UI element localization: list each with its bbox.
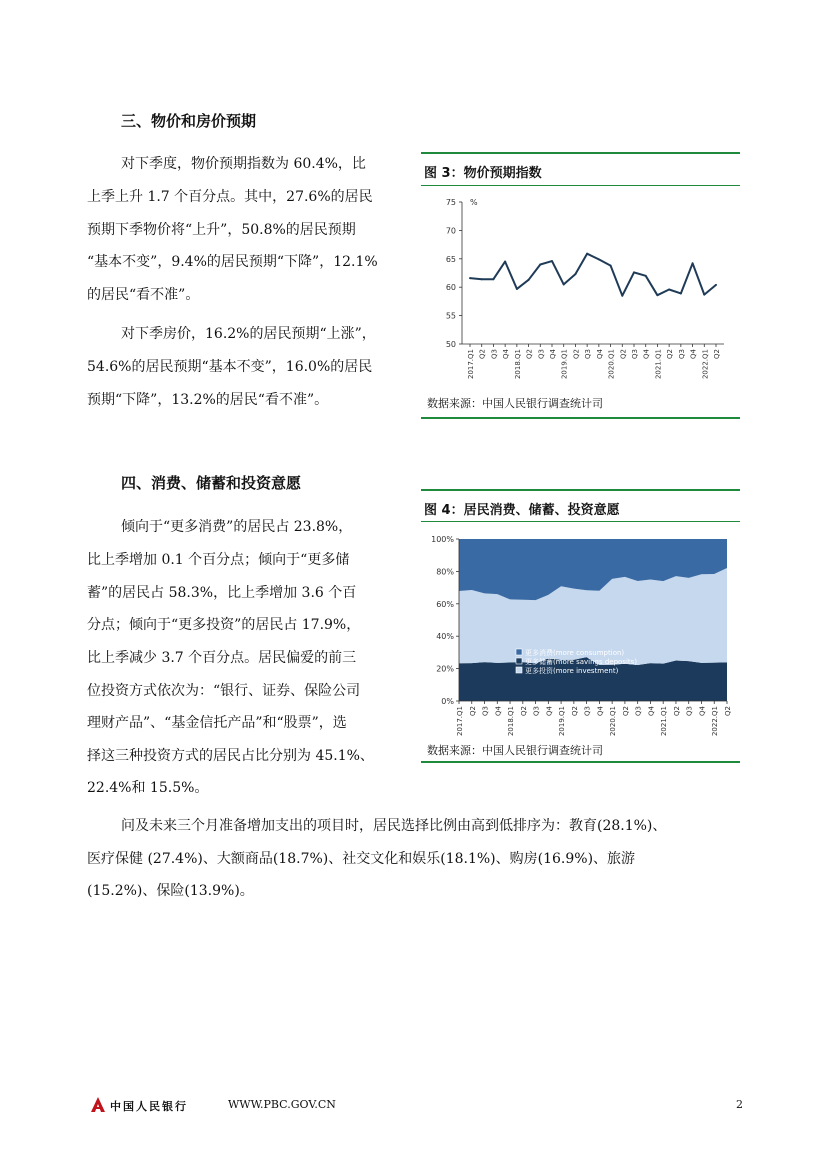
data-point xyxy=(516,288,518,290)
figure-4 xyxy=(421,489,740,763)
y-tick-label: 80% xyxy=(436,567,454,577)
x-tick-label: 2019.Q1 xyxy=(560,349,569,380)
data-point xyxy=(539,263,541,265)
text-line: (15.2%)、保险(13.9%)。 xyxy=(87,883,254,899)
text-line: 上季上升 1.7 个百分点。其中，27.6%的居民 xyxy=(87,189,373,205)
legend-label: 更多储蓄(more savings deposits) xyxy=(525,658,638,666)
figure-4-divider xyxy=(421,521,740,522)
x-tick-label: Q3 xyxy=(481,706,490,716)
x-tick-label: 2022.Q1 xyxy=(711,706,720,737)
text-line: 的居民“看不准”。 xyxy=(87,287,200,303)
text-line: 医疗保健 (27.4%)、大额商品(18.7%)、社交文化和娱乐(18.1%)、购房(16.9%)、旅游 xyxy=(87,851,636,867)
section-heading-consumption-savings-investment: 四、消费、储蓄和投资意愿 xyxy=(121,474,302,492)
text-line: 对下季度，物价预期指数为 60.4%，比 xyxy=(121,156,366,172)
y-tick-label: 20% xyxy=(436,664,454,674)
x-tick-label: 2018.Q1 xyxy=(513,349,522,380)
data-point xyxy=(469,277,471,279)
footer-website-link[interactable]: WWW.PBC.GOV.CN xyxy=(228,1098,336,1111)
x-tick-label: 2019.Q1 xyxy=(558,706,567,737)
figure-4-source: 数据来源：中国人民银行调查统计司 xyxy=(427,744,603,757)
figure-3-title: 图 3：物价预期指数 xyxy=(424,166,542,181)
y-tick-label: 50 xyxy=(445,340,456,349)
x-tick-label: Q2 xyxy=(713,349,721,359)
data-point xyxy=(656,294,658,296)
text-line: 问及未来三个月准备增加支出的项目时，居民选择比例由高到低排序为：教育(28.1%)、 xyxy=(121,818,667,834)
text-line: 蓄”的居民占 58.3%，比上季增加 3.6 个百 xyxy=(87,585,357,601)
text-line: 对下季房价，16.2%的居民预期“上涨”， xyxy=(121,326,376,342)
data-point xyxy=(621,295,623,297)
price-expectation-chart xyxy=(421,188,740,388)
text-line: 22.4%和 15.5%。 xyxy=(87,780,209,796)
data-point xyxy=(680,292,682,294)
data-point xyxy=(633,271,635,273)
x-tick-label: Q4 xyxy=(545,706,554,716)
x-tick-label: Q4 xyxy=(494,706,503,716)
x-tick-label: Q3 xyxy=(584,349,593,359)
figure-3 xyxy=(421,152,740,419)
data-point xyxy=(504,261,506,263)
x-tick-label: Q2 xyxy=(619,349,628,359)
section-heading-price-expectation: 三、物价和房价预期 xyxy=(121,112,257,130)
legend-swatch xyxy=(516,649,522,655)
x-tick-label: 2018.Q1 xyxy=(507,706,516,737)
data-point xyxy=(703,294,705,296)
legend-swatch xyxy=(516,667,522,673)
x-tick-label: 2021.Q1 xyxy=(654,349,663,380)
x-tick-label: Q4 xyxy=(698,706,707,716)
text-line: 择这三种投资方式的居民占比分别为 45.1%、 xyxy=(87,748,374,764)
x-tick-label: Q4 xyxy=(689,349,698,359)
data-point xyxy=(610,265,612,267)
x-tick-label: Q3 xyxy=(583,706,592,716)
x-tick-label: Q2 xyxy=(672,706,681,716)
pbc-logo-icon xyxy=(88,1095,108,1115)
data-point xyxy=(715,284,717,286)
x-tick-label: 2022.Q1 xyxy=(701,349,710,380)
x-tick-label: Q4 xyxy=(502,349,511,359)
text-line: 预期下季物价将“上升”，50.8%的居民预期 xyxy=(87,222,356,238)
x-tick-label: Q3 xyxy=(634,706,643,716)
x-tick-label: Q2 xyxy=(519,706,528,716)
x-tick-label: Q3 xyxy=(532,706,541,716)
x-tick-label: Q4 xyxy=(647,706,656,716)
x-tick-label: Q3 xyxy=(631,349,639,359)
x-tick-label: 2017.Q1 xyxy=(467,349,475,380)
text-line: 预期“下降”，13.2%的居民“看不准”。 xyxy=(87,392,329,408)
consumption-savings-investment-chart xyxy=(421,525,740,739)
x-tick-label: Q2 xyxy=(478,349,487,359)
figure-3-divider xyxy=(421,185,740,186)
x-tick-label: Q2 xyxy=(724,706,732,716)
data-point xyxy=(598,258,600,260)
y-tick-label: 60 xyxy=(445,283,456,293)
data-point xyxy=(481,278,483,280)
text-line: 位投资方式依次为：“银行、证券、保险公司 xyxy=(87,683,361,699)
text-line: 比上季增加 0.1 个百分点；倾向于“更多储 xyxy=(87,552,350,568)
data-point xyxy=(574,273,576,275)
text-line: 54.6%的居民预期“基本不变”，16.0%的居民 xyxy=(87,359,373,375)
data-point xyxy=(528,279,530,281)
text-line: 理财产品”、“基金信托产品”和“股票”，选 xyxy=(87,715,347,731)
x-tick-label: 2020.Q1 xyxy=(607,349,616,380)
text-line: 倾向于“更多消费”的居民占 23.8%， xyxy=(121,519,353,535)
data-point xyxy=(586,253,588,255)
y-tick-label: 100% xyxy=(431,535,454,544)
legend-label: 更多投资(more investment) xyxy=(525,667,619,675)
legend-label: 更多消费(more consumption) xyxy=(525,649,625,657)
x-tick-label: Q4 xyxy=(596,706,605,716)
y-tick-label: 55 xyxy=(445,311,456,321)
figure-4-title: 图 4：居民消费、储蓄、投资意愿 xyxy=(424,503,620,518)
x-tick-label: Q2 xyxy=(572,349,581,359)
y-tick-label: 0% xyxy=(441,697,454,706)
footer-bank-name: 中国人民银行 xyxy=(110,1100,188,1113)
y-tick-label: 75 xyxy=(445,198,456,207)
text-line: 比上季减少 3.7 个百分点。居民偏爱的前三 xyxy=(87,650,357,666)
x-tick-label: Q2 xyxy=(666,349,675,359)
x-tick-label: Q3 xyxy=(490,349,499,359)
x-tick-label: Q4 xyxy=(549,349,557,359)
text-line: “基本不变”，9.4%的居民预期“下降”，12.1% xyxy=(87,254,378,270)
x-tick-label: 2020.Q1 xyxy=(609,706,618,737)
y-tick-label: 40% xyxy=(436,632,454,642)
data-point xyxy=(645,275,647,277)
x-tick-label: 2021.Q1 xyxy=(660,706,669,737)
y-tick-label: 70 xyxy=(445,226,456,236)
x-tick-label: Q4 xyxy=(595,349,604,359)
x-tick-label: Q2 xyxy=(525,349,534,359)
data-point xyxy=(692,262,694,264)
y-unit-label: % xyxy=(470,198,478,207)
data-point xyxy=(668,288,670,290)
figure-3-source: 数据来源：中国人民银行调查统计司 xyxy=(427,397,603,410)
x-tick-label: 2017.Q1 xyxy=(456,706,464,737)
x-tick-label: Q3 xyxy=(677,349,686,359)
data-point xyxy=(551,260,553,262)
data-point xyxy=(492,278,494,280)
y-tick-label: 65 xyxy=(445,254,456,264)
legend-swatch xyxy=(516,658,522,664)
x-tick-label: Q3 xyxy=(685,706,694,716)
data-point xyxy=(563,283,565,285)
x-tick-label: Q2 xyxy=(570,706,579,716)
x-tick-label: Q2 xyxy=(468,706,477,716)
x-tick-label: Q2 xyxy=(621,706,630,716)
y-tick-label: 60% xyxy=(436,599,454,609)
price-expectation-line xyxy=(470,254,716,296)
x-tick-label: Q3 xyxy=(537,349,546,359)
page-number: 2 xyxy=(736,1098,743,1111)
text-line: 分点；倾向于“更多投资”的居民占 17.9%， xyxy=(87,617,361,633)
x-tick-label: Q4 xyxy=(642,349,651,359)
